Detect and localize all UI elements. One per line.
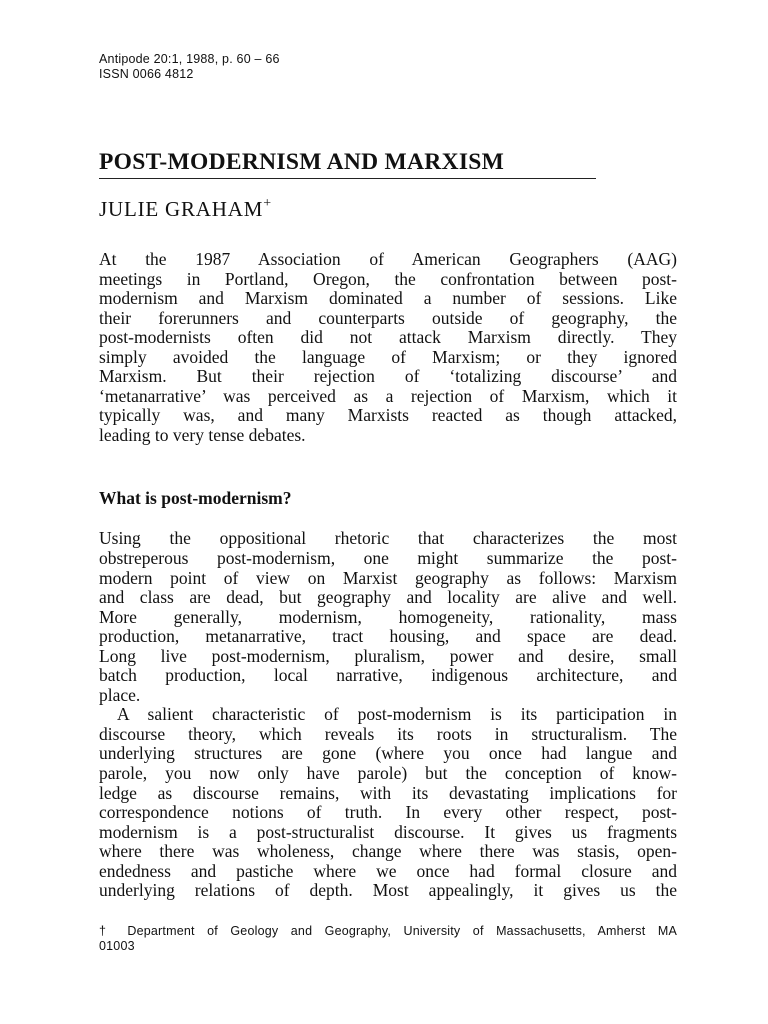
text-line: discourse theory, which reveals its roots in structuralism. The [99,723,677,744]
text-line: place. [99,684,141,705]
article-title: POST-MODERNISM AND MARXISM [99,148,596,179]
text-line: leading to very tense debates. [99,424,306,445]
text-line: post-modernists often did not attack Marxism directly. They [99,327,677,348]
journal-citation [99,52,677,82]
text-line: obstreperous post-modernism, one might summarize the post- [99,548,677,569]
section-paragraph-1 [99,529,677,705]
issn-line: ISSN 0066 4812 [99,67,194,81]
citation-line: Antipode 20:1, 1988, p. 60 – 66 [99,52,280,66]
text-line: Marxism. But their rejection of ‘totalizing discourse’ and [99,366,677,387]
text-line: ledge as discourse remains, with its devastating implications for [99,782,677,803]
text-line: simply avoided the language of Marxism; or they ignored [99,346,677,367]
text-line: correspondence notions of truth. In every other respect, post- [99,802,677,823]
text-line: parole, you now only have parole) but the conception of know- [99,763,677,784]
footnote-line: 01003 [99,938,135,953]
text-line: endedness and pastiche where we once had formal closure and [99,860,677,881]
text-line: modernism is a post-structuralist discourse. It gives us fragments [99,821,677,842]
article-page [99,52,677,954]
text-line: where there was wholeness, change where there was stasis, open- [99,841,677,862]
author-footnote-mark: + [263,196,272,211]
text-line: More generally, modernism, homogeneity, rationality, mass [99,606,677,627]
text-line: Using the oppositional rhetoric that characterizes the most [99,528,677,549]
text-line: modern point of view on Marxist geography as follows: Marxism [99,567,677,588]
text-line: and class are dead, but geography and locality are alive and well. [99,587,677,608]
footnote-line: † Department of Geology and Geography, University of Massachusetts, Amherst MA [99,923,677,938]
text-line: production, metanarrative, tract housing, and space are dead. [99,626,677,647]
text-line: underlying structures are gone (where you once had langue and [99,743,677,764]
author-affiliation-footnote [99,924,677,954]
author-name [99,191,677,222]
text-line: their forerunners and counterparts outside of geography, the [99,307,677,328]
text-line: underlying relations of depth. Most appealingly, it gives us the [99,880,677,901]
text-line: modernism and Marxism dominated a number of sessions. Like [99,288,677,309]
section-heading: What is post-modernism? [99,488,292,509]
text-line: A salient characteristic of post-modernism is its participation in [117,704,677,725]
text-line: meetings in Portland, Oregon, the confrontation between post- [99,268,677,289]
text-line: Long live post-modernism, pluralism, power and desire, small [99,645,677,666]
text-line: ‘metanarrative’ was perceived as a rejection of Marxism, which it [99,385,677,406]
section-paragraph-2 [99,705,677,900]
text-line: At the 1987 Association of American Geographers (AAG) [99,249,677,269]
intro-paragraph [99,250,677,445]
text-line: typically was, and many Marxists reacted as though attacked, [99,405,677,426]
author-name-text: JULIE GRAHAM [99,197,264,221]
text-line: batch production, local narrative, indigenous architecture, and [99,665,677,686]
